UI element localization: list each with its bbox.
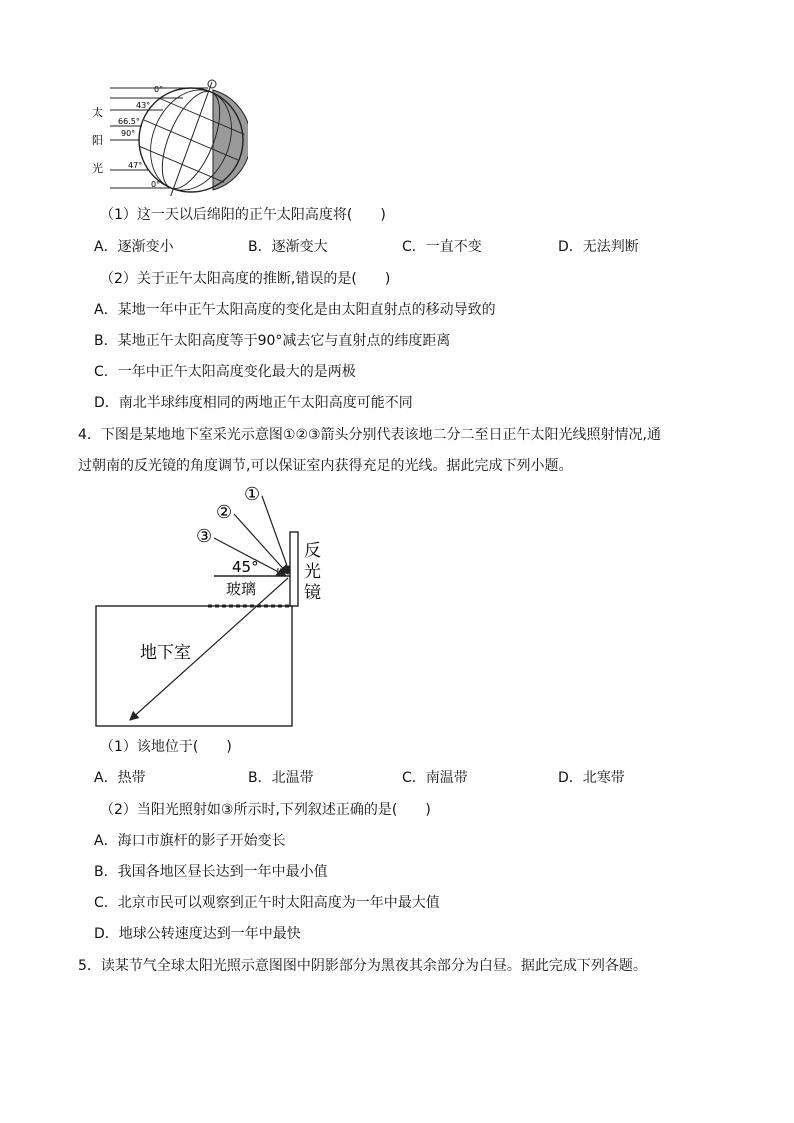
- q4-sub1-option-c[interactable]: C．南温带: [402, 770, 468, 786]
- sun-label-char: 阳: [92, 134, 103, 147]
- q4-sub1-option-d[interactable]: D．北寒带: [558, 770, 625, 786]
- q3-sub1-stem: （1）这一天以后绵阳的正午太阳高度将( ): [100, 207, 386, 223]
- angle-label: 47°: [128, 161, 143, 170]
- basement-box: [96, 606, 292, 726]
- mirror-label-char: 反: [304, 541, 321, 561]
- basement-lighting-figure: [90, 480, 350, 730]
- glass-label: 玻璃: [226, 580, 257, 598]
- q4-sub1-stem: （1）该地位于( ): [100, 739, 232, 755]
- ray-label-1: ①: [244, 484, 261, 505]
- angle-label: 0°: [151, 180, 161, 189]
- q3-sub1-option-b[interactable]: B．逐渐变大: [248, 239, 328, 255]
- sun-label-char: 光: [92, 162, 103, 175]
- q4-sub2-option-c[interactable]: C．北京市民可以观察到正午时太阳高度为一年中最大值: [94, 895, 440, 911]
- q4-sub1-option-a[interactable]: A．热带: [94, 770, 146, 786]
- q3-sub2-stem: （2）关于正午太阳高度的推断,错误的是( ): [100, 271, 391, 287]
- basement-label: 地下室: [140, 643, 191, 663]
- q3-sub2-option-b[interactable]: B．某地正午太阳高度等于90°减去它与直射点的纬度距离: [94, 333, 451, 349]
- angle-label: 90°: [121, 129, 136, 138]
- q4-intro-line2: 过朝南的反光镜的角度调节,可以保证室内获得充足的光线。据此完成下列小题。: [78, 458, 573, 474]
- angle-label: 66.5°: [118, 117, 140, 126]
- sun-globe-figure: [88, 76, 248, 196]
- angle-label: 43°: [136, 101, 151, 110]
- q4-sub1-option-b[interactable]: B．北温带: [248, 770, 314, 786]
- q3-sub2-option-c[interactable]: C．一年中正午太阳高度变化最大的是两极: [94, 364, 356, 380]
- q3-sub1-option-c[interactable]: C．一直不变: [402, 239, 482, 255]
- mirror: [290, 532, 298, 606]
- ray-label-3: ③: [196, 526, 213, 547]
- q4-sub2-stem: （2）当阳光照射如③所示时,下列叙述正确的是( ): [100, 802, 431, 818]
- q4-sub2-option-a[interactable]: A．海口市旗杆的影子开始变长: [94, 833, 286, 849]
- angle-label: 0°: [154, 85, 164, 94]
- angle-label-45: 45°: [232, 558, 259, 576]
- q3-sub1-option-a[interactable]: A．逐渐变小: [94, 239, 174, 255]
- mirror-label-char: 光: [304, 562, 321, 582]
- mirror-label-char: 镜: [304, 583, 321, 603]
- sun-label-char: 太: [92, 106, 103, 119]
- q3-sub2-option-d[interactable]: D．南北半球纬度相同的两地正午太阳高度可能不同: [94, 395, 413, 411]
- q4-sub2-option-d[interactable]: D．地球公转速度达到一年中最快: [94, 926, 301, 942]
- q3-sub2-option-a[interactable]: A．某地一年中正午太阳高度的变化是由太阳直射点的移动导致的: [94, 302, 496, 318]
- ray-label-2: ②: [216, 502, 233, 523]
- q3-sub1-option-d[interactable]: D．无法判断: [558, 239, 639, 255]
- q5-intro: 5．读某节气全球太阳光照示意图图中阴影部分为黑夜其余部分为白昼。据此完成下列各题。: [78, 958, 647, 974]
- q4-intro-line1: 4．下图是某地地下室采光示意图①②③箭头分别代表该地二分二至日正午太阳光线照射情况,通: [78, 427, 662, 443]
- q4-sub2-option-b[interactable]: B．我国各地区昼长达到一年中最小值: [94, 864, 328, 880]
